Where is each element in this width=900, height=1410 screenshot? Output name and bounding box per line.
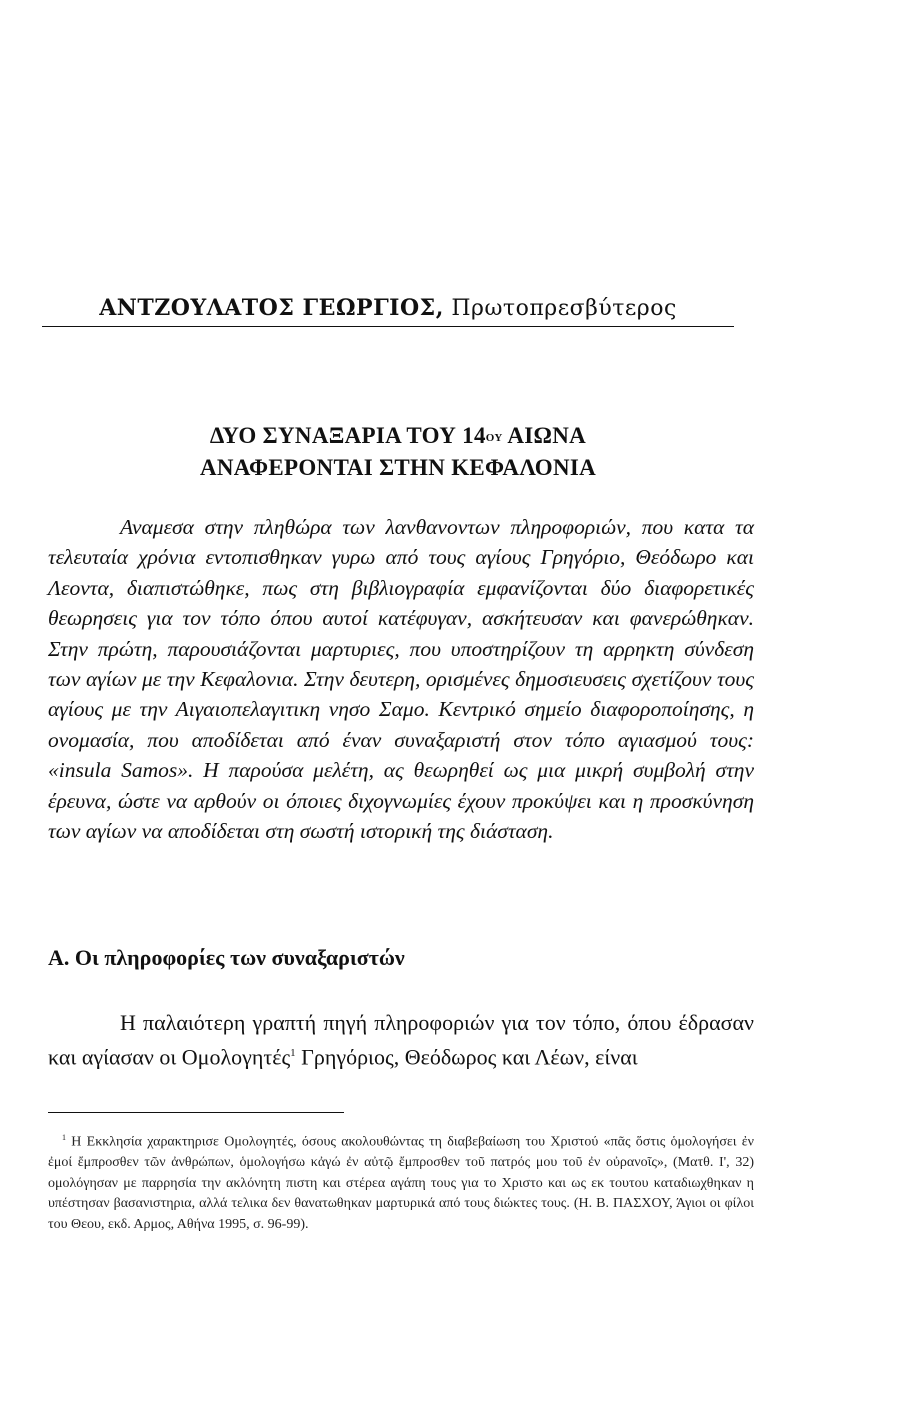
footnote-reference: 1 <box>290 1047 296 1059</box>
abstract-paragraph: Αναμεσα στην πληθώρα των λανθανοντων πληροφοριών, που κατα τα τελευταία χρόνια εντοπισθηκαν γυρω από τους αγίους Γρηγόριο, Θεόδωρο και Λεοντα, διαπιστώθηκε, πως στη βιβλιογραφία εμφανίζονται δύο διαφορετικές θεωρησεις για τον τόπο όπου αυτοί κατέφυγαν, ασκήτευσαν και φανερώθηκαν. Στην πρώτη, παρουσιάζονται μαρτυριες, που υποστηρίζουν τη αρρηκτη σύνδεση των αγίων με την Κεφαλονια. Στην δευτερη, ορισμένες δημοσιευσεις σχετίζουν τους αγίους με την Αιγαιοπελαγιτικη νησο Σαμο. Κεντρικό σημείο διαφοροποίησης, η ονομασία, που αποδίδεται από έναν συναξαριστή στον τόπο αγιασμού τους: «insula Samos». Η παρούσα μελέτη, ας θεωρηθεί ως μια μικρή συμβολή στην έρευνα, ώστε να αρθούν οι όποιες διχογνωμίες έχουν προκύψει και η προσκύνηση των αγίων να αποδίδεται στη σωστή ιστορική της διάσταση. <box>48 515 754 844</box>
author-line <box>42 290 734 327</box>
title-line-1-after: ΑΙΩΝΑ <box>502 423 587 448</box>
article-title <box>42 420 754 484</box>
title-line-2: ΑΝΑΦΕΡΟΝΤΑΙ ΣΤΗΝ ΚΕΦΑΛΟΝΙΑ <box>199 455 597 480</box>
title-line-1-before: ΔΥΟ ΣΥΝΑΞΑΡΙΑ ΤΟΥ 14 <box>209 423 486 448</box>
title-line-1 <box>42 420 754 452</box>
footnote-text: Η Εκκλησία χαρακτηρισε Ομολογητές, όσους ακολουθώντας τη διαβεβαίωση του Χριστού «πᾶς ὅστις ὁμολογήσει ἐν ἐμοί ἔμπροσθεν τῶν ἀνθρώπων, ὁμολογήσω κἀγώ ἐν αὐτῷ ἔμπροσθεν τοῦ πατρός μου τοῦ ἐν οὐρανοῖς», (Ματθ. Ι', 32) ομολόγησαν με παρρησία την ακλόνητη πιστη και στέρεα αγάπη τους για το Χριστο και ως εκ τουτου καταδιωχθηκαν η υπέστησαν βασανιστηρια, αλλά τελικα δεν θανατωθηκαν μαρτυρικά από τους διώκτες τους. (Η. Β. ΠΑΣΧΟΥ, Άγιοι οι φίλοι του Θεου, εκδ. Αρμος, Αθήνα 1995, σ. 96-99). <box>48 1134 754 1233</box>
author-title: Πρωτοπρεσβύτερος <box>451 296 677 321</box>
author-name: ΑΝΤΖΟΥΛΑΤΟΣ ΓΕΩΡΓΙΟΣ, <box>99 295 444 321</box>
body-text-end: Γρηγόριος, Θεόδωρος και Λέων, είναι <box>295 1044 638 1070</box>
footnote <box>48 1128 754 1236</box>
title-superscript: ΟΥ <box>485 432 503 444</box>
body-paragraph <box>48 1008 754 1072</box>
footnote-divider <box>48 1112 344 1113</box>
body-text-start: Η παλαιότερη γραπτή πηγή πληροφοριών για τον τόπο, όπου έδρασαν και αγίασαν οι Ομολογητές <box>48 1010 754 1070</box>
section-heading: Α. Οι πληροφορίες των συναξαριστών <box>48 945 405 970</box>
footnote-marker: 1 <box>62 1133 66 1142</box>
